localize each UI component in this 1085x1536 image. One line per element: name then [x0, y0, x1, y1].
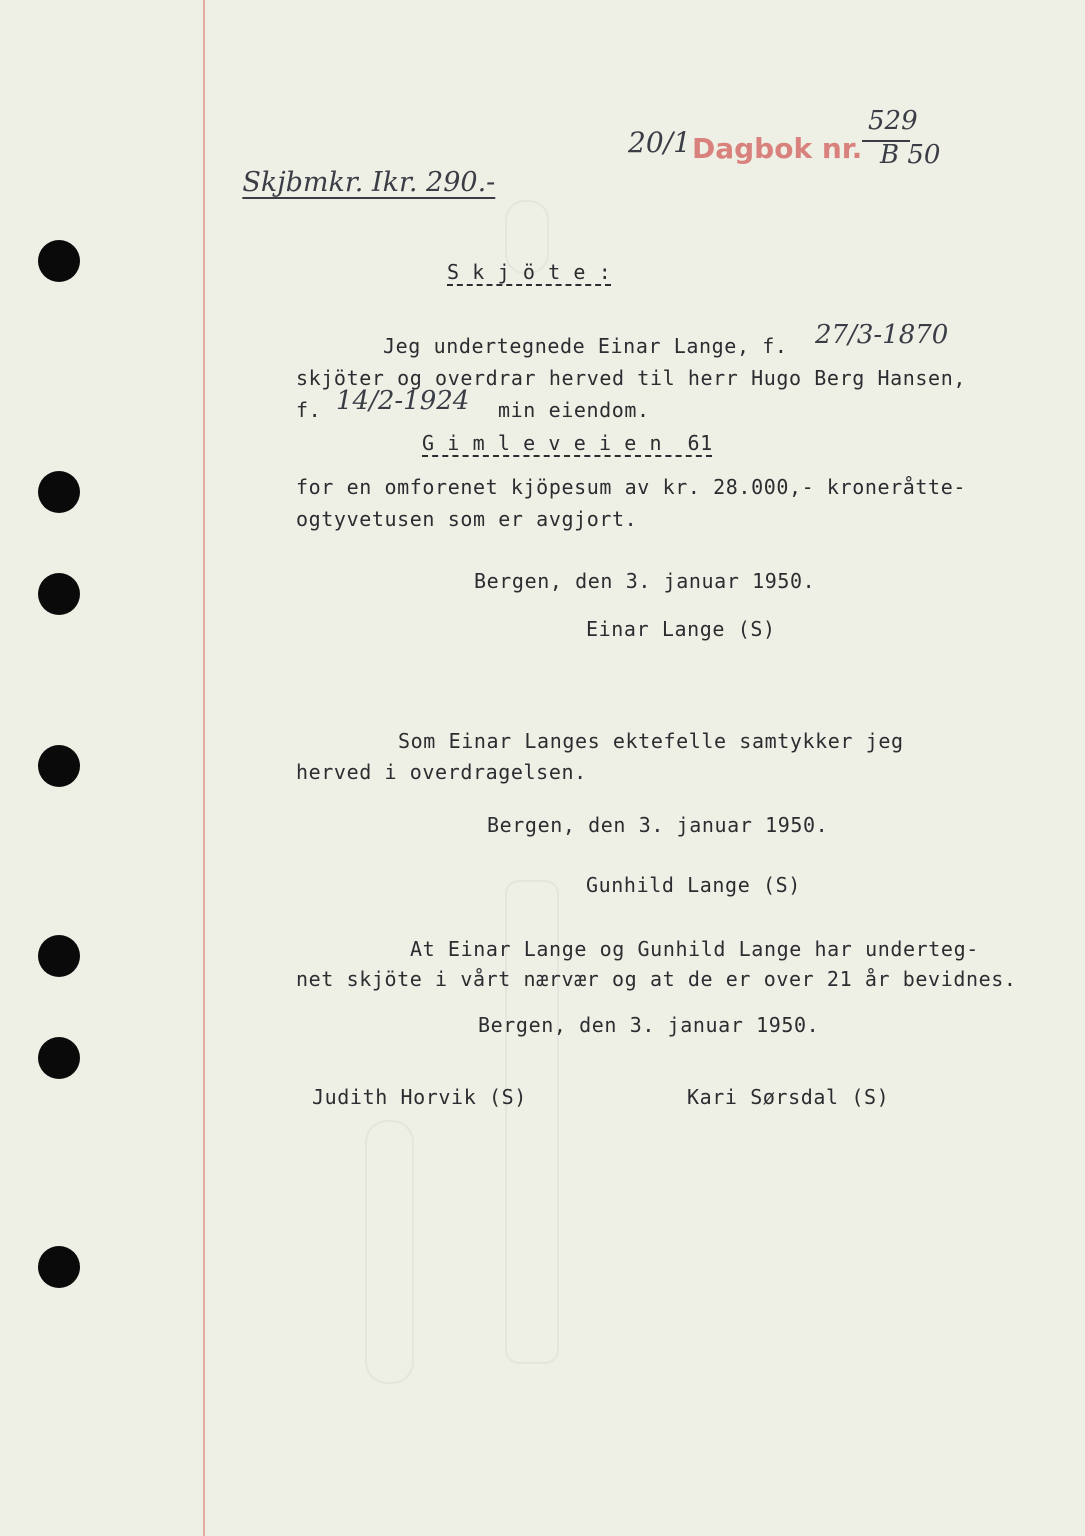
binder-hole [38, 573, 80, 615]
place-date: Bergen, den 3. januar 1950. [478, 1013, 820, 1037]
margin-rule [203, 0, 205, 1536]
binder-hole [38, 471, 80, 513]
body-line: skjöter og overdrar herved til herr Hugo Berg Hansen, [296, 366, 966, 390]
property-name: G i m l e v e i e n 61 [422, 431, 713, 455]
document-title: S k j ö t e : [447, 260, 612, 284]
body-line: At Einar Lange og Gunhild Lange har underteg- [410, 937, 979, 961]
witness-signature: Kari Sørsdal (S) [687, 1085, 890, 1109]
place-date: Bergen, den 3. januar 1950. [474, 569, 816, 593]
body-line: f. [296, 398, 322, 422]
place-date: Bergen, den 3. januar 1950. [487, 813, 829, 837]
handwritten-fee-note: Skjbmkr. Ikr. 290.- [242, 167, 496, 198]
bleed-through-mark [365, 1120, 414, 1384]
binder-hole [38, 240, 80, 282]
binder-hole [38, 1246, 80, 1288]
binder-hole [38, 745, 80, 787]
body-line: Som Einar Langes ektefelle samtykker jeg [398, 729, 904, 753]
journal-number-bottom: B 50 [880, 140, 941, 170]
signature-spouse: Gunhild Lange (S) [586, 873, 801, 897]
witness-signature: Judith Horvik (S) [312, 1085, 527, 1109]
journal-number-top: 529 [868, 106, 918, 136]
signature-seller: Einar Lange (S) [586, 617, 776, 641]
body-line: min eiendom. [498, 398, 650, 422]
body-line: Jeg undertegnede Einar Lange, f. [383, 334, 788, 358]
body-line: for en omforenet kjöpesum av kr. 28.000,- kroneråtte- [296, 475, 966, 499]
body-line: net skjöte i vårt nærvær og at de er over 21 år bevidnes. [296, 967, 1017, 991]
body-line: ogtyvetusen som er avgjort. [296, 507, 638, 531]
journal-stamp: Dagbok nr. [692, 132, 863, 165]
body-line: herved i overdragelsen. [296, 760, 587, 784]
handwritten-date: 20/1 [628, 126, 691, 159]
handwritten-birthdate-buyer: 14/2-1924 [336, 386, 470, 416]
handwritten-birthdate-seller: 27/3-1870 [815, 320, 949, 350]
binder-hole [38, 935, 80, 977]
binder-hole [38, 1037, 80, 1079]
